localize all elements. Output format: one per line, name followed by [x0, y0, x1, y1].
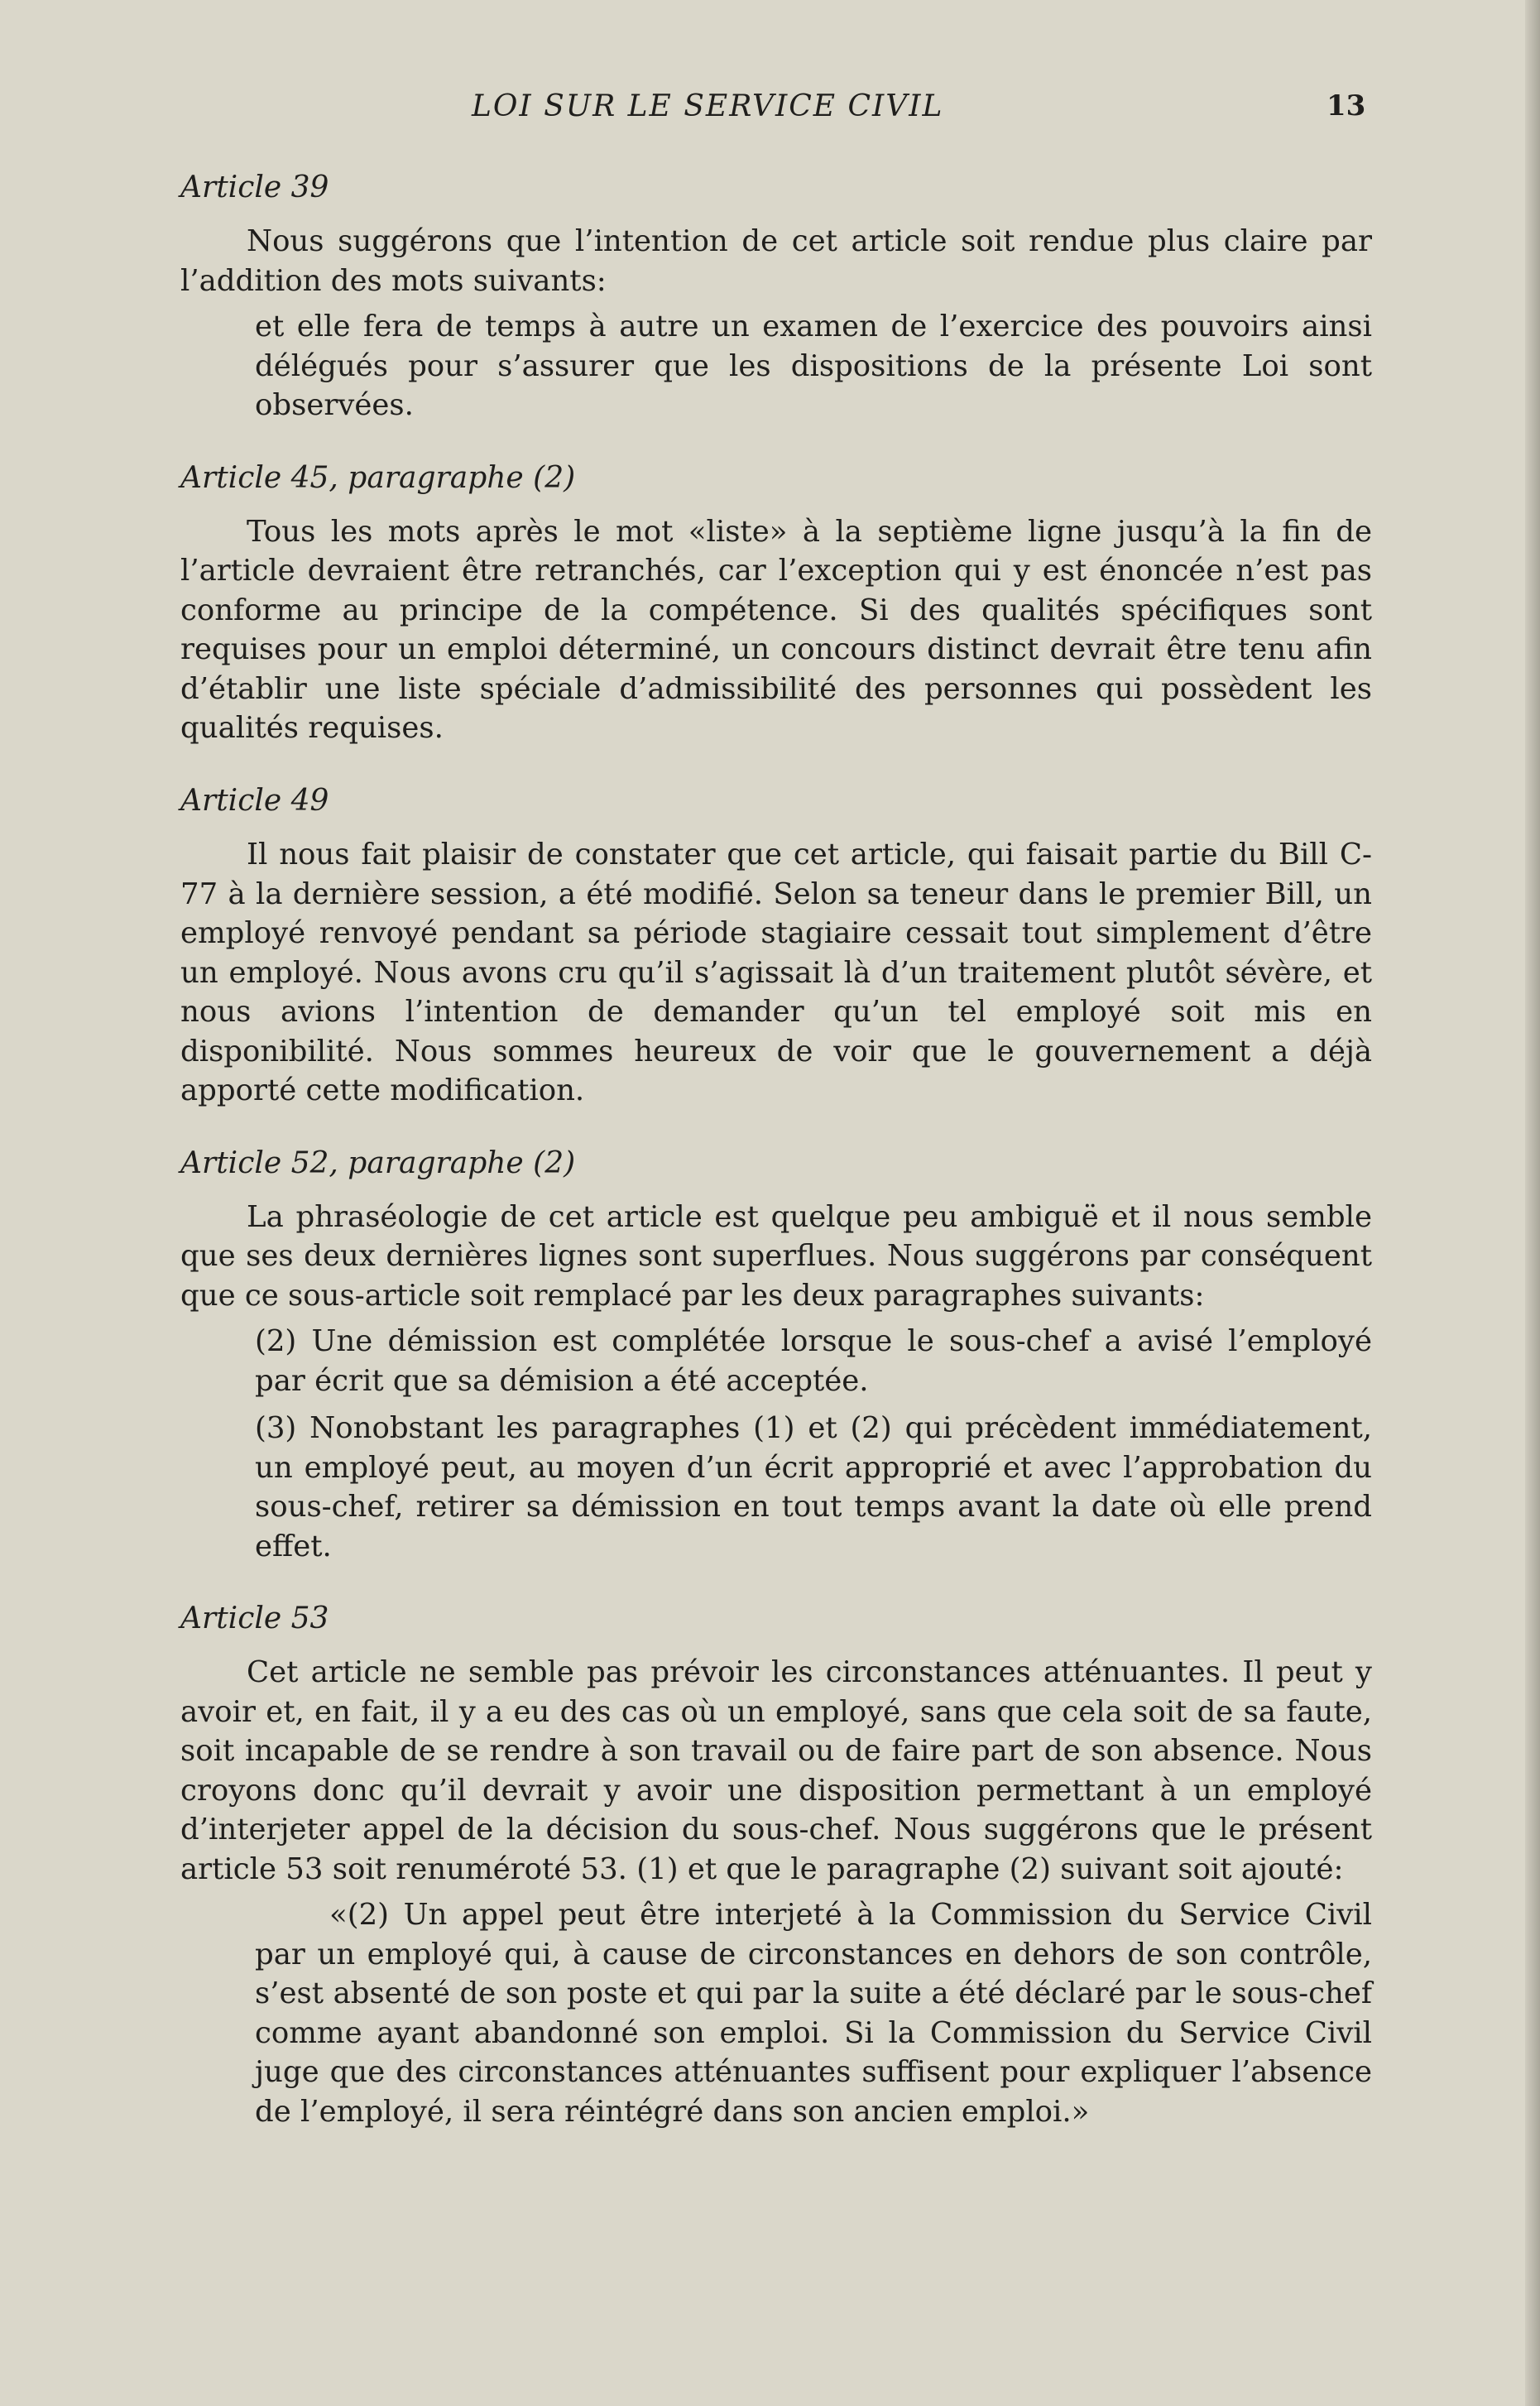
page-edge-shadow: [1525, 0, 1540, 2406]
section-article-49: [180, 783, 1372, 1111]
section-heading: Article 53: [180, 1602, 329, 1636]
section-heading: Article 45, paragraphe (2): [180, 460, 576, 495]
body-paragraph: Nous suggérons que l’intention de cet article soit rendue plus claire par l’addition des mots suivants:: [180, 224, 1372, 298]
body-paragraph: Cet article ne semble pas prévoir les circonstances atténuantes. Il peut y avoir et, en fait, il y a eu des cas où un employé, sans que cela soit de sa faute, soit incapable de se rendre à son travail ou de faire part de son absence. Nous croyons donc qu’il devrait y avoir une disposition permettant à un employé d’interjeter appel de la décision du sous-chef. Nous suggérons que le présent article 53 soit renuméroté 53. (1) et que le paragraphe (2) suivant soit ajouté:: [180, 1655, 1372, 1886]
section-heading: Article 49: [180, 783, 329, 818]
body-paragraph: Tous les mots après le mot «liste» à la septième ligne jusqu’à la fin de l’article devraient être retranchés, car l’exception qui y est énoncée n’est pas conforme au principe de la compétence. Si des qualités spécifiques sont requises pour un emploi déterminé, un concours distinct devrait être tenu afin d’établir une liste spéciale d’admissibilité des personnes qui possèdent les qualités requises.: [180, 514, 1372, 746]
quoted-text: et elle fera de temps à autre un examen de l’exercice des pouvoirs ainsi délégués pour s’assurer que les dispositions de la présente Loi sont observées.: [255, 310, 1372, 423]
quoted-text: «(2) Un appel peut être interjeté à la Commission du Service Civil par un employé qui, à cause de circonstances en dehors de son contrôle, s’est absenté de son poste et qui par la suite a été déclaré par le sous-chef comme ayant abandonné son emploi. Si la Commission du Service Civil juge que des circonstances atténuantes suffisent pour expliquer l’absence de l’employé, il sera réintégré dans son ancien emploi.»: [255, 1898, 1372, 2129]
running-header: [0, 89, 1540, 131]
page-number: 13: [1327, 89, 1366, 122]
section-article-45: [180, 460, 1372, 748]
section-article-53: [180, 1601, 1372, 2131]
running-title: LOI SUR LE SERVICE CIVIL: [472, 89, 944, 123]
body-paragraph: Il nous fait plaisir de constater que cet article, qui faisait partie du Bill C-77 à la dernière session, a été modifié. Selon sa teneur dans le premier Bill, un employé renvoyé pendant sa période stagiaire cessait tout simplement d’être un employé. Nous avons cru qu’il s’agissait là d’un traitement plutôt sévère, et nous avions l’intention de demander qu’un tel employé soit mis en disponibilité. Nous sommes heureux de voir que le gouvernement a déjà apporté cette modification.: [180, 838, 1372, 1108]
body-paragraph: La phraséologie de cet article est quelque peu ambiguë et il nous semble que ses deux dernières lignes sont superflues. Nous suggérons par conséquent que ce sous-article soit remplacé par les deux paragraphes suivants:: [180, 1199, 1372, 1313]
section-article-39: [180, 170, 1372, 425]
section-heading: Article 39: [180, 170, 329, 204]
quoted-text: (3) Nonobstant les paragraphes (1) et (2) qui précèdent immédiatement, un employé peut, au moyen d’un écrit approprié et avec l’approbation du sous-chef, retirer sa démission en tout temps avant la date où elle prend effet.: [255, 1411, 1372, 1563]
quoted-text: (2) Une démission est complétée lorsque le sous-chef a avisé l’employé par écrit que sa démision a été acceptée.: [255, 1324, 1372, 1398]
section-article-52: [180, 1145, 1372, 1567]
section-heading: Article 52, paragraphe (2): [180, 1145, 576, 1180]
document-body: [180, 170, 1372, 2166]
